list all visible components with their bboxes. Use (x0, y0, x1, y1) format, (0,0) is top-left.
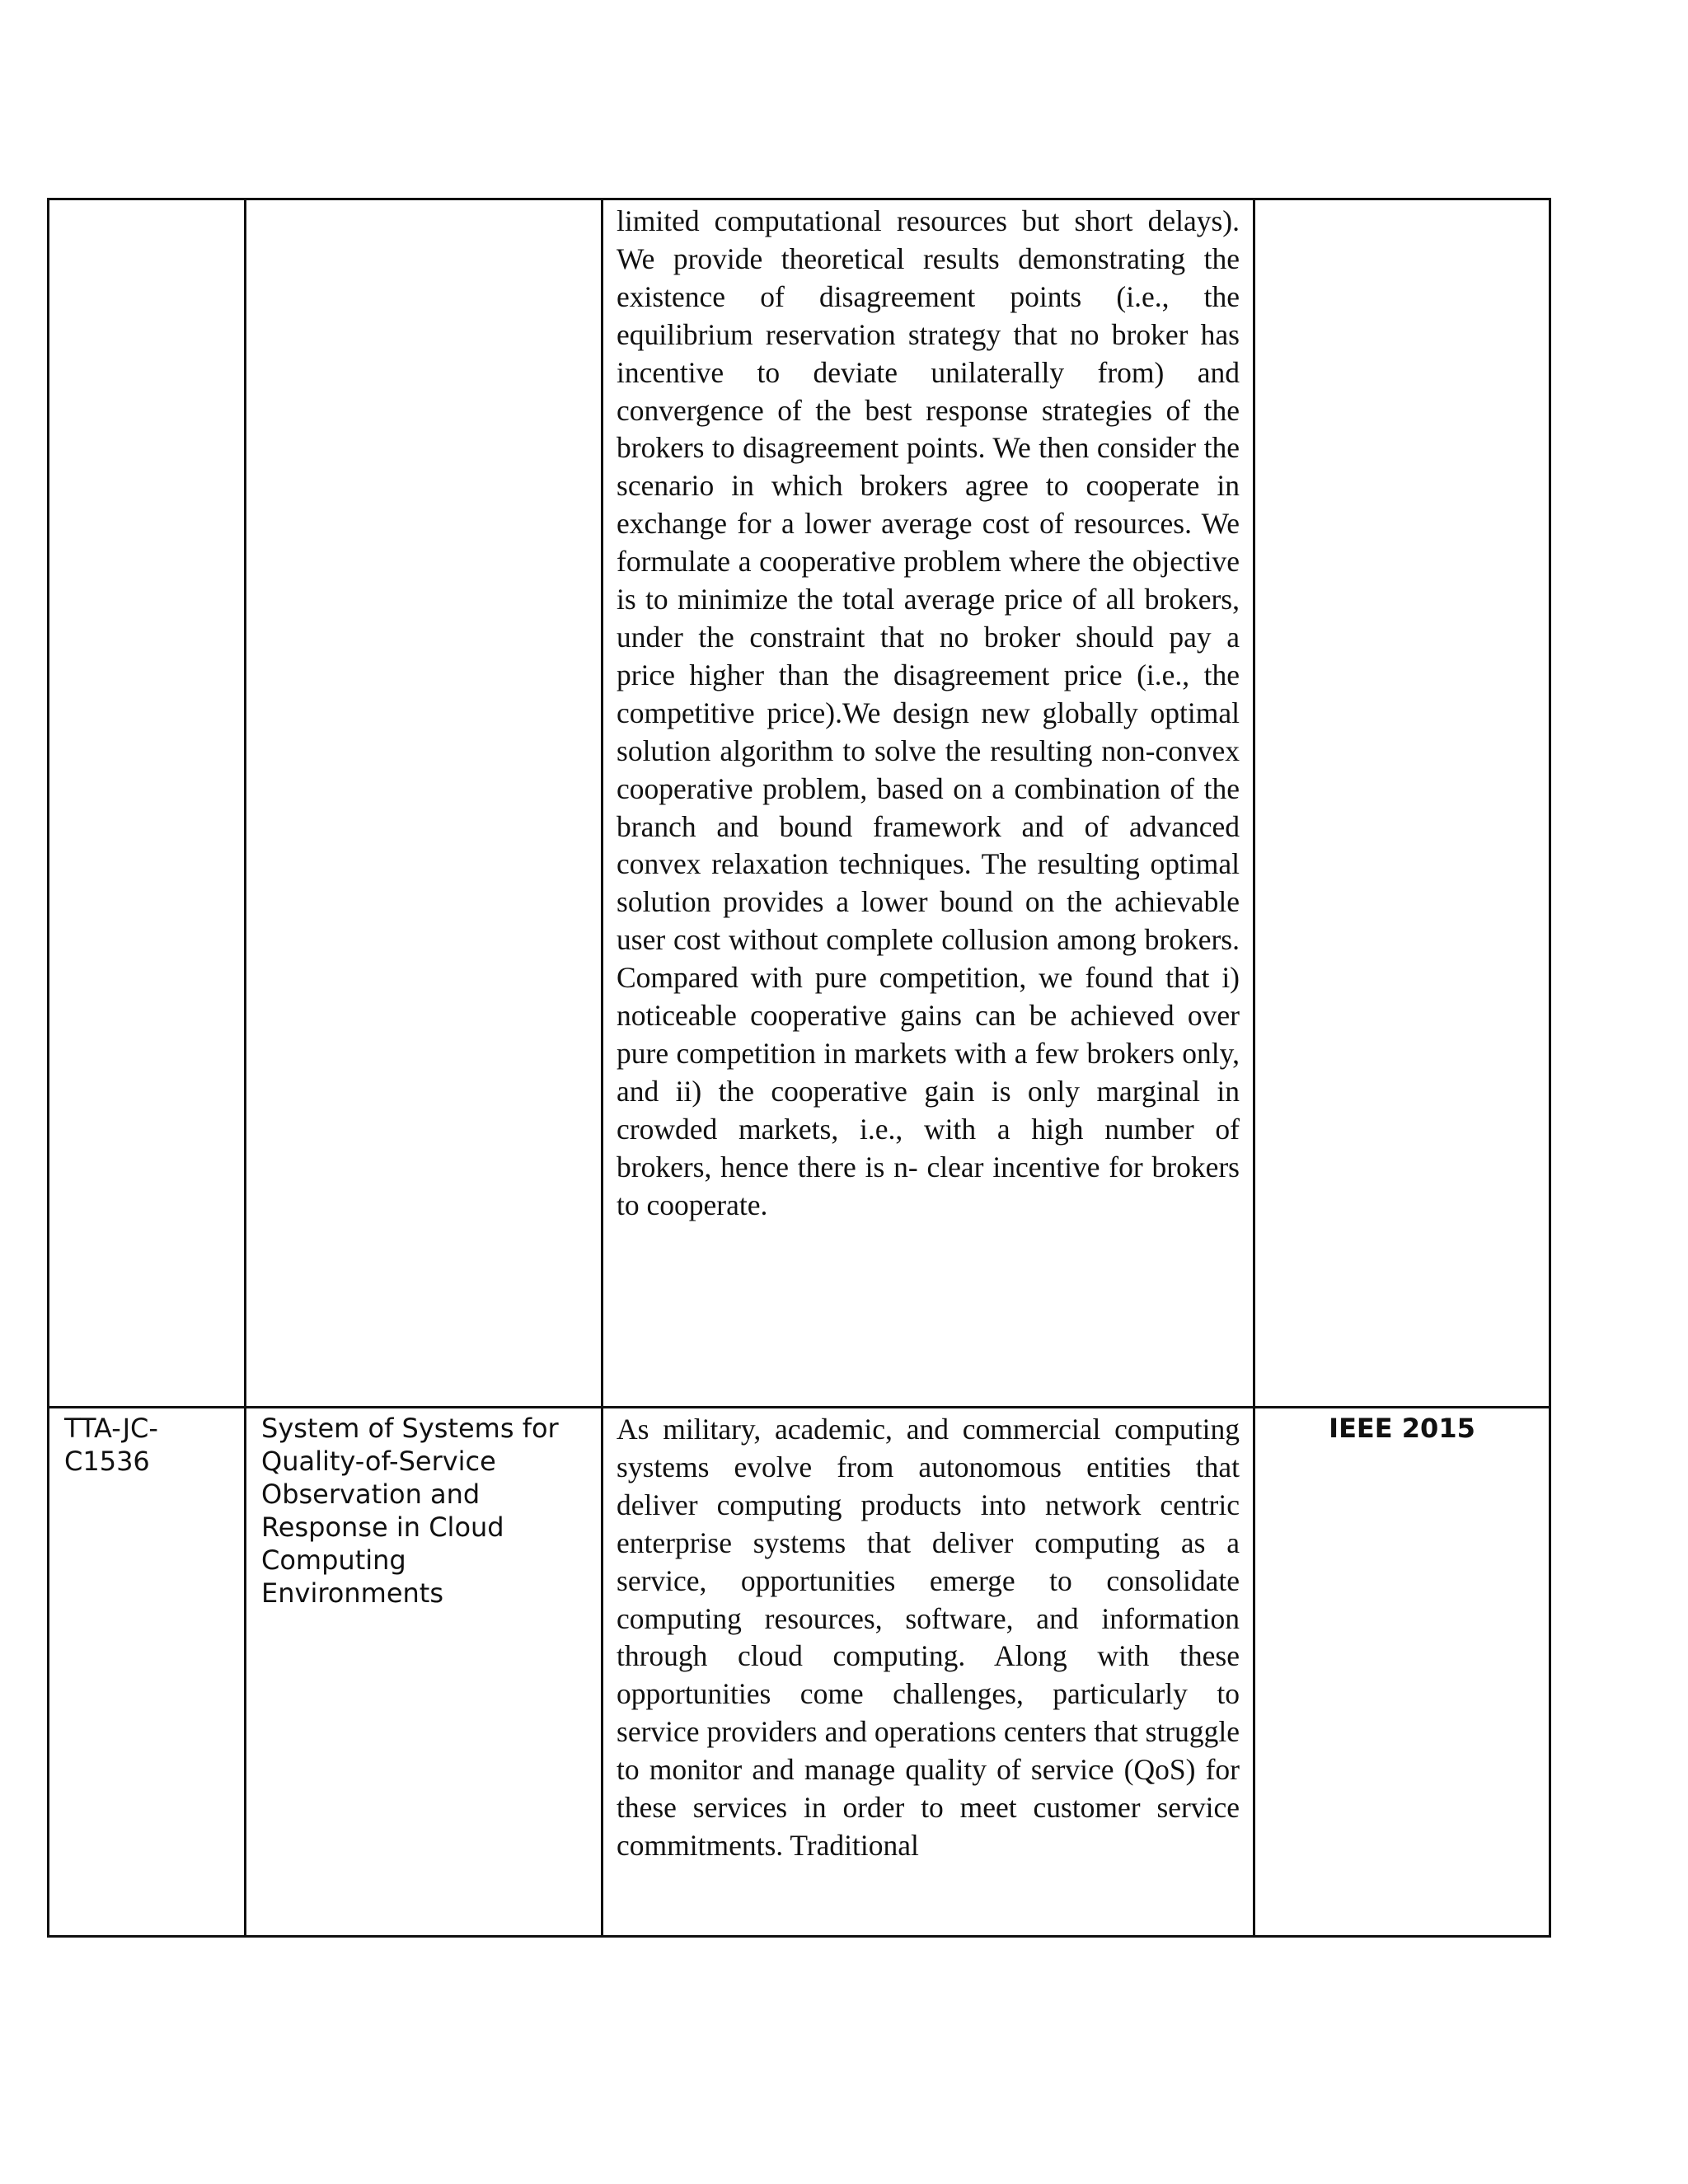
project-year (1255, 200, 1549, 204)
code-cell (49, 199, 246, 1408)
year-cell (1254, 199, 1550, 1408)
project-code (49, 200, 244, 204)
table-row (49, 1408, 1550, 1937)
abstract-cell (603, 199, 1254, 1408)
code-cell (49, 1408, 246, 1937)
title-cell (246, 199, 603, 1408)
project-code: TTA-JC-C1536 (64, 1413, 158, 1477)
abstract-cell (603, 1408, 1254, 1937)
project-abstract: limited computational resources but short delays). We provide theoretical results demonstrating the existence of disagreement points (i.e., the equilibrium reservation strategy that no broker has incentive to deviate unilaterally from) and convergence of the best response strategies of the brokers to disagreement points. We then consider the scenario in which brokers agree to cooperate in exchange for a lower average cost of resources. We formulate a cooperative problem where the objective is to minimize the total average price of all brokers, under the constraint that no broker should pay a price higher than the disagreement price (i.e., the competitive price).We design new globally optimal solution algorithm to solve the resulting non-convex cooperative problem, based on a combination of the branch and bound framework and of advanced convex relaxation techniques. The resulting optimal solution provides a lower bound on the achievable user cost without complete collusion among brokers. Compared with pure competition, we found that i) noticeable cooperative gains can be achieved over pure competition in markets with a few brokers only, and ii) the cooperative gain is only marginal in crowded markets, i.e., with a high number of brokers, hence there is n- clear incentive for brokers to cooperate. (617, 204, 1240, 1221)
project-title: System of Systems for Quality-of-Service Observation and Response in Cloud Computing Environments (261, 1413, 559, 1609)
project-abstract: As military, academic, and commercial computing systems evolve from autonomous entities that deliver computing products into network centric enterprise systems that deliver computing as a service, opportunities emerge to consolidate computing resources, software, and information through cloud computing. Along with these opportunities come challenges, particularly to service providers and operations centers that struggle to monitor and manage quality of service (QoS) for these services in order to meet customer service commitments. Traditional (617, 1413, 1240, 1862)
project-year: IEEE 2015 (1329, 1413, 1475, 1444)
year-cell (1254, 1408, 1550, 1937)
title-cell (246, 1408, 603, 1937)
table-row (49, 199, 1550, 1408)
project-table (47, 198, 1551, 1938)
project-title (246, 200, 601, 204)
